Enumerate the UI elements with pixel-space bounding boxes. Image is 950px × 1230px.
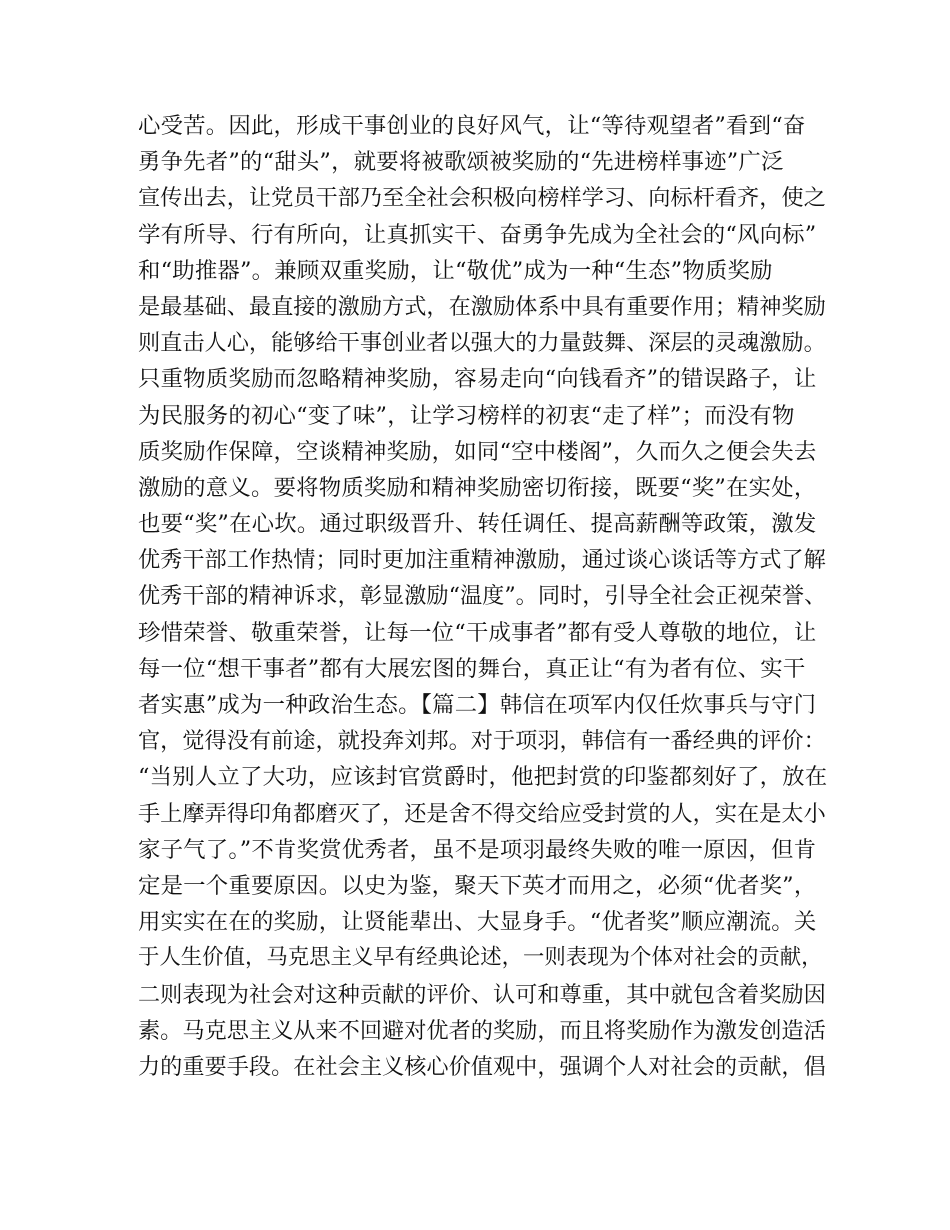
text-line: 于人生价值，马克思主义早有经典论述，一则表现为个体对社会的贡献， xyxy=(138,945,823,971)
text-line: 勇争先者”的“甜头”，就要将被歌颂被奖励的“先进榜样事迹”广泛 xyxy=(138,149,784,176)
text-line: 为民服务的初心“变了味”，让学习榜样的初衷“走了样”；而没有物 xyxy=(138,402,795,429)
text-line: 用实实在在的奖励，让贤能辈出、大显身手。“优者奖”顺应潮流。关 xyxy=(138,909,817,936)
text-line: 学有所导、行有所向，让真抓实干、奋勇争先成为全社会的“风向标” xyxy=(138,221,817,248)
text-line: “当别人立了大功，应该封官赏爵时，他把封赏的印鉴都刻好了，放在 xyxy=(138,764,828,791)
text-line: 二则表现为社会对这种贡献的评价、认可和尊重，其中就包含着奖励因 xyxy=(138,981,826,1008)
text-line: 力的重要手段。在社会主义核心价值观中，强调个人对社会的贡献，倡 xyxy=(138,1053,826,1080)
text-line: 优秀干部的精神诉求，彰显激励“温度”。同时，引导全社会正视荣誉、 xyxy=(138,583,827,610)
text-line: 只重物质奖励而忽略精神奖励，容易走向“向钱看齐”的错误路子，让 xyxy=(138,366,817,393)
text-line: 优秀干部工作热情；同时更加注重精神激励，通过谈心谈话等方式了解 xyxy=(138,547,826,574)
text-line: 激励的意义。要将物质奖励和精神奖励密切衔接，既要“奖”在实处， xyxy=(138,474,817,501)
text-line: 者实惠”成为一种政治生态。【篇二】韩信在项军内仅任炊事兵与守门 xyxy=(138,692,817,718)
text-line: 心受苦。因此，形成干事创业的良好风气，让“等待观望者”看到“奋 xyxy=(138,113,806,139)
text-line: 和“助推器”。兼顾双重奖励，让“敬优”成为一种“生态”物质奖励 xyxy=(138,257,773,284)
text-line: 每一位“想干事者”都有大展宏图的舞台，真正让“有为者有位、实干 xyxy=(138,655,806,682)
body-text xyxy=(138,108,828,1085)
text-line: 手上摩弄得印角都磨灭了，还是舍不得交给应受封赏的人，实在是太小 xyxy=(138,800,826,827)
text-line: 官，觉得没有前途，就投奔刘邦。对于项羽，韩信有一番经典的评价： xyxy=(138,728,826,755)
text-line: 珍惜荣誉、敬重荣誉，让每一位“干成事者”都有受人尊敬的地位，让 xyxy=(138,619,817,646)
text-line: 则直击人心，能够给干事创业者以强大的力量鼓舞、深层的灵魂激励。 xyxy=(138,330,826,357)
text-line: 质奖励作保障，空谈精神奖励，如同“空中楼阁”，久而久之便会失去 xyxy=(138,438,817,465)
text-line: 是最基础、最直接的激励方式，在激励体系中具有重要作用；精神奖励 xyxy=(138,293,826,320)
text-line: 定是一个重要原因。以史为鉴，聚天下英才而用之，必须“优者奖”， xyxy=(138,872,817,899)
text-line: 家子气了。”不肯奖赏优秀者，虽不是项羽最终失败的唯一原因，但肯 xyxy=(138,836,817,863)
text-line: 素。马克思主义从来不回避对优者的奖励，而且将奖励作为激发创造活 xyxy=(138,1017,826,1044)
text-line: 宣传出去，让党员干部乃至全社会积极向榜样学习、向标杆看齐，使之 xyxy=(138,185,826,212)
text-line: 也要“奖”在心坎。通过职级晋升、转任调任、提高薪酬等政策，激发 xyxy=(138,511,817,538)
